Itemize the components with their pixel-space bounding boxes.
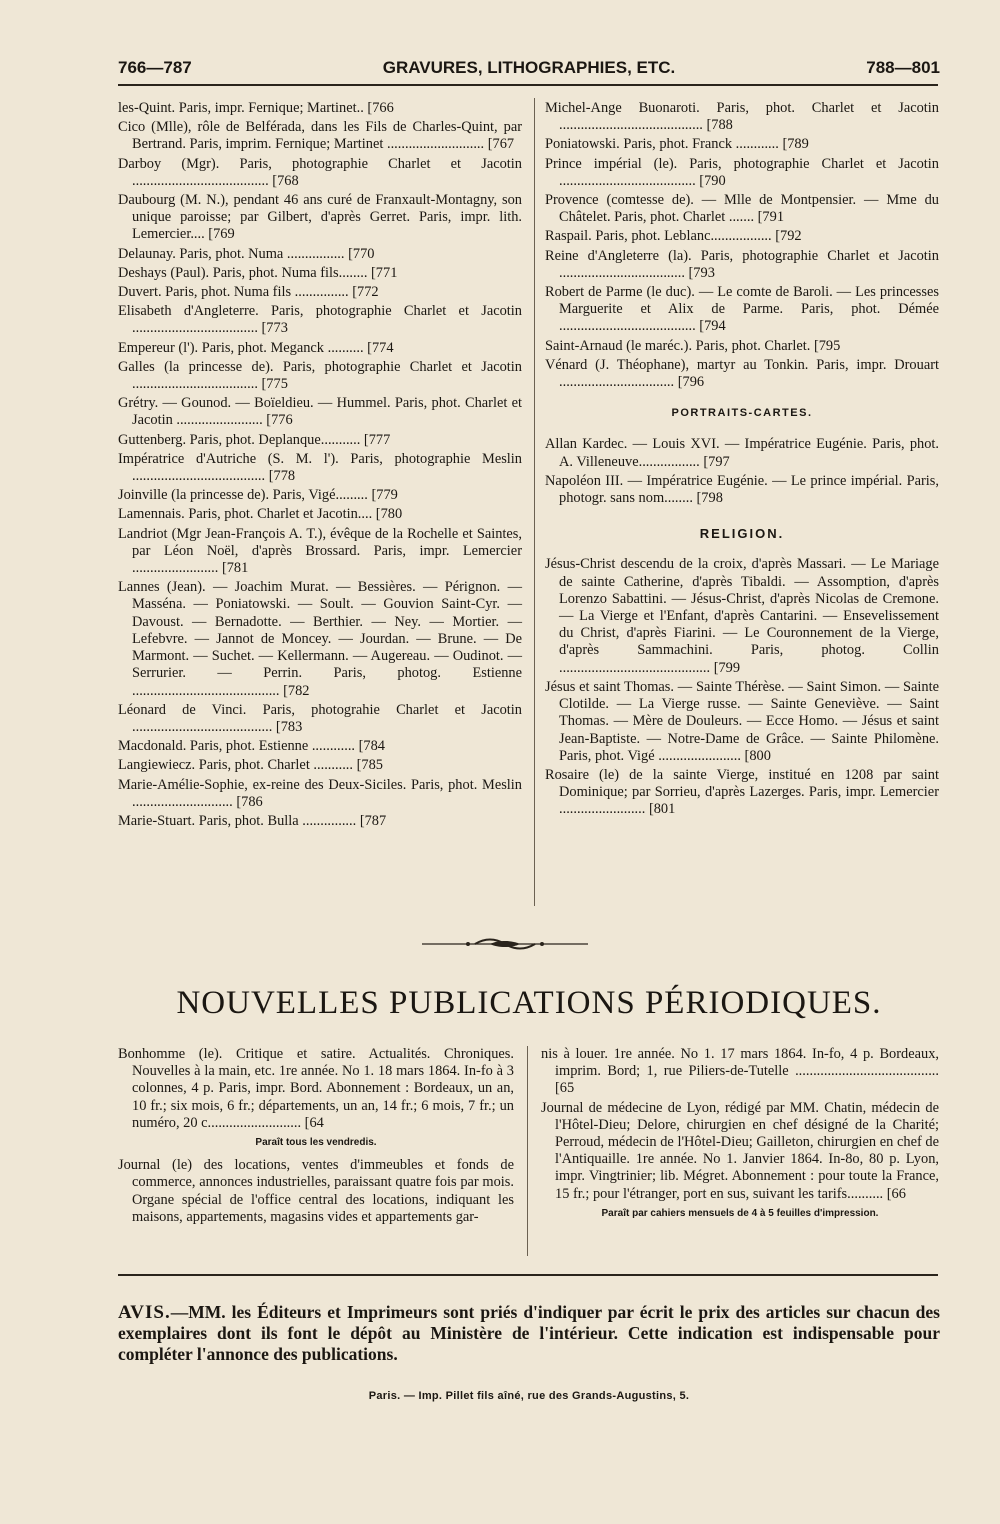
list-item: Empereur (l'). Paris, phot. Meganck .......... [774 bbox=[118, 339, 394, 356]
list-item: Deshays (Paul). Paris, phot. Numa fils........ [771 bbox=[118, 264, 398, 281]
list-item: Landriot (Mgr Jean-François A. T.), évêque de la Rochelle et Saintes, par Léon Noël, d'après Brossard. Paris, impr. Lemercier ........................ [781 bbox=[118, 525, 522, 577]
list-item: Daubourg (M. N.), pendant 46 ans curé de Franxault-Montagny, son unique paroisse; par Gilbert, d'après Gerret. Paris, impr. lith. Lemercier.... [769 bbox=[118, 192, 522, 243]
list-item: Journal de médecine de Lyon, rédigé par MM. Chatin, médecin de l'Hôtel-Dieu; Delore, chirurgien en chef désigné de la Charité; Perroud, médecin de l'Hôtel-Dieu; Gailleton, chirurgien en chef de l'Antiquaille. 1re année. No 1. Janvier 1864. In-8o, 80 p. Lyon, impr. Vingtrinier; lib. Mégret. Abonnement : pour toute la France, 15 fr.; pour l'étranger, port en sus, suivant les tarifs.......... [66 bbox=[541, 1099, 939, 1202]
list-item: Napoléon III. — Impératrice Eugénie. — Le prince impérial. Paris, photogr. sans nom........ [798 bbox=[545, 472, 939, 507]
list-item: Jésus et saint Thomas. — Sainte Thérèse. — Saint Simon. — Sainte Clotilde. — La Vierge russe. — Sainte Geneviève. — Saint Thomas. — Mère de Douleurs. — Ecce Homo. — Jésus et saint Jean-Baptiste. — Notre-Dame de Grâce. — Sainte Philomène. Paris, phot. Vigé ....................... [800 bbox=[545, 678, 939, 764]
list-item: Lannes (Jean). — Joachim Murat. — Bessières. — Pérignon. — Masséna. — Poniatowski. — Soult. — Gouvion Saint-Cyr. — Davoust. — Bernadotte. — Berthier. — Ney. — Mortier. — Lefebvre. — Jannot de Moncey. — Jourdan. — Brune. — De Marmont. — Suchet. — Kellermann. — Augereau. — Oudinot. — Serrurier. — Perrin. Paris, photog. Estienne ......................................... [782 bbox=[118, 579, 522, 699]
list-item: Duvert. Paris, phot. Numa fils ............... [772 bbox=[118, 284, 379, 301]
running-header bbox=[118, 54, 940, 82]
list-item: les-Quint. Paris, impr. Fernique; Martinet.. [766 bbox=[118, 100, 394, 116]
list-item: Léonard de Vinci. Paris, photograhie Charlet et Jacotin ....................................... [783 bbox=[118, 701, 522, 735]
list-item: Reine d'Angleterre (la). Paris, photographie Charlet et Jacotin ................................... [793 bbox=[545, 247, 939, 281]
avis-notice bbox=[118, 1302, 940, 1365]
publication-note: Paraît tous les vendredis. bbox=[255, 1137, 377, 1149]
list-item: Michel-Ange Buonaroti. Paris, phot. Charlet et Jacotin ........................................ [788 bbox=[545, 100, 939, 134]
list-item: Elisabeth d'Angleterre. Paris, photographie Charlet et Jacotin ................................... [773 bbox=[118, 303, 522, 337]
list-item: Vénard (J. Théophane), martyr au Tonkin. Paris, impr. Drouart ................................ [796 bbox=[545, 356, 939, 391]
list-item: Cico (Mlle), rôle de Belférada, dans les Fils de Charles-Quint, par Bertrand. Paris, imprim. Fernique; Martinet ........................... [767 bbox=[118, 119, 522, 153]
list-item: Provence (comtesse de). — Mlle de Montpensier. — Mme du Châtelet. Paris, phot. Charlet ....... [791 bbox=[545, 192, 939, 226]
header-title: GRAVURES, LITHOGRAPHIES, ETC. bbox=[382, 58, 676, 77]
list-item: Joinville (la princesse de). Paris, Vigé......... [779 bbox=[118, 487, 398, 504]
publications-title: NOUVELLES PUBLICATIONS PÉRIODIQUES. bbox=[176, 985, 882, 1021]
list-item: Prince impérial (le). Paris, photographie Charlet et Jacotin ...................................... [790 bbox=[545, 155, 939, 189]
right-column bbox=[545, 100, 939, 821]
section-heading-religion: RELIGION. bbox=[699, 526, 785, 542]
publications-right-column bbox=[541, 1046, 939, 1222]
list-item: Allan Kardec. — Louis XVI. — Impératrice Eugénie. Paris, phot. A. Villeneuve................. [797 bbox=[545, 436, 939, 470]
list-item: Jésus-Christ descendu de la croix, d'après Massari. — Le Mariage de sainte Catherine, d'après Tibaldi. — Assomption, d'après Lorenzo Sabattini. — Jésus-Christ, d'après Nicolas de Cremone. — La Vierge et l'Enfant, d'après Cantarini. — Ensevelissement du Christ, d'après Fiarini. — Le Couronnement de la Vierge, d'après Sammachini. Paris, photog. Collin .......................................... [799 bbox=[545, 556, 939, 676]
list-item: Langiewiecz. Paris, phot. Charlet ........... [785 bbox=[118, 757, 383, 774]
avis-text: —MM. les Éditeurs et Imprimeurs sont priés d'indiquer par écrit le prix des articles sur chacun des exemplaires dont ils font le dépôt au Ministère de l'intérieur. Cette indication est indispensable pour compléter l'annonce des publications. bbox=[118, 1302, 940, 1364]
list-item: nis à louer. 1re année. No 1. 17 mars 1864. In-fo, 4 p. Bordeaux, imprim. Bord; 1, rue Piliers-de-Tutelle ........................................ [65 bbox=[541, 1046, 939, 1097]
list-item: Lamennais. Paris, phot. Charlet et Jacotin.... [780 bbox=[118, 506, 403, 523]
list-item: Robert de Parme (le duc). — Le comte de Baroli. — Les princesses Marguerite et Alix de Parme. Paris, phot. Démée ...................................... [794 bbox=[545, 284, 939, 335]
list-item: Rosaire (le) de la sainte Vierge, institué en 1208 par saint Dominique; par Sorrieu, d'après Lazerges. Paris, impr. Lemercier ........................ [801 bbox=[545, 766, 939, 818]
list-item: Journal (le) des locations, ventes d'immeubles et fonds de commerce, annonces industrielles, paraissant quatre fois par mois. Organe spécial de l'office central des locations, indiquant les maisons, appartements, magasins vides et appartements gar- bbox=[118, 1157, 514, 1225]
list-item: Galles (la princesse de). Paris, photographie Charlet et Jacotin ................................... [775 bbox=[118, 358, 522, 393]
column-divider bbox=[527, 1046, 528, 1256]
list-item: Guttenberg. Paris, phot. Deplanque........... [777 bbox=[118, 431, 391, 448]
publication-note: Paraît par cahiers mensuels de 4 à 5 feuilles d'impression. bbox=[601, 1207, 879, 1219]
section-heading-portraits: PORTRAITS-CARTES. bbox=[671, 407, 813, 420]
header-left-range: 766—787 bbox=[118, 58, 192, 77]
list-item: Bonhomme (le). Critique et satire. Actualités. Chroniques. Nouvelles à la main, etc. 1re année. No 1. 18 mars 1864. In-fo à 3 colonnes, 4 p. Paris, impr. Bord. Abonnement : Bordeaux, un an, 10 fr.; six mois, 6 fr.; départements, un an, 14 fr.; 6 mois, 7 fr.; un numéro, 20 c.......................... [64 bbox=[118, 1046, 514, 1131]
list-item: Impératrice d'Autriche (S. M. l'). Paris, photographie Meslin ..................................... [778 bbox=[118, 450, 522, 485]
ornament-divider-icon bbox=[420, 937, 590, 951]
list-item: Macdonald. Paris, phot. Estienne ............ [784 bbox=[118, 738, 385, 755]
list-item: Marie-Amélie-Sophie, ex-reine des Deux-Siciles. Paris, phot. Meslin ............................ [786 bbox=[118, 776, 522, 810]
imprint-line: Paris. — Imp. Pillet fils aîné, rue des Grands-Augustins, 5. bbox=[368, 1390, 690, 1402]
list-item: Grétry. — Gounod. — Boïeldieu. — Hummel. Paris, phot. Charlet et Jacotin ........................ [776 bbox=[118, 395, 522, 429]
column-divider bbox=[534, 98, 535, 906]
header-right-range: 788—801 bbox=[866, 58, 940, 77]
avis-label: AVIS. bbox=[118, 1302, 171, 1323]
list-item: Poniatowski. Paris, phot. Franck ............ [789 bbox=[545, 136, 809, 153]
footer-rule bbox=[118, 1274, 938, 1276]
publications-left-column bbox=[118, 1046, 514, 1228]
header-rule bbox=[118, 84, 938, 86]
list-item: Darboy (Mgr). Paris, photographie Charlet et Jacotin ...................................... [768 bbox=[118, 155, 522, 189]
list-item: Marie-Stuart. Paris, phot. Bulla ............... [787 bbox=[118, 812, 387, 829]
list-item: Delaunay. Paris, phot. Numa ................ [770 bbox=[118, 245, 375, 262]
list-item: Raspail. Paris, phot. Leblanc................. [792 bbox=[545, 228, 802, 245]
left-column bbox=[118, 100, 522, 832]
list-item: Saint-Arnaud (le maréc.). Paris, phot. Charlet. [795 bbox=[545, 337, 841, 354]
